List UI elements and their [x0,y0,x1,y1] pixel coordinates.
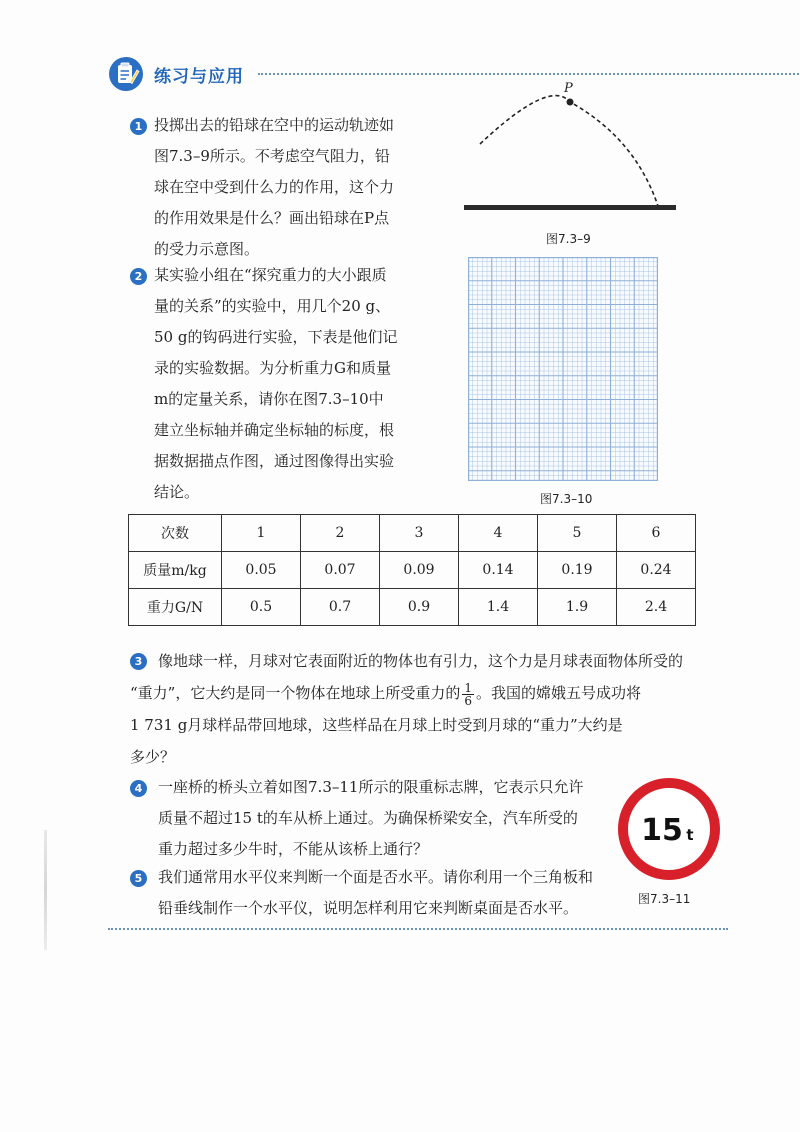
question-number-badge: 2 [130,268,147,285]
table-row [129,515,696,552]
question-line: 重力超过多少牛时，不能从该桥上通行？ [158,840,429,858]
question-number-badge: 5 [130,870,147,887]
table-cell: 0.07 [301,552,380,589]
sign-unit: t [686,826,694,844]
question-2 [130,260,450,508]
question-line: 据数据描点作图，通过图像得出实验 [154,452,395,470]
question-line: 铅垂线制作一个水平仪，说明怎样利用它来判断桌面是否水平。 [158,899,579,917]
table-cell: 3 [380,515,459,552]
question-5-text [158,862,610,924]
table-cell: 1 [222,515,301,552]
table-cell: 0.05 [222,552,301,589]
question-line: 的作用效果是什么？画出铅球在P点 [154,209,390,227]
table-cell: 0.9 [380,589,459,626]
table-cell: 重力G/N [129,589,222,626]
clipboard-pencil-icon [108,56,144,92]
question-number-badge: 4 [130,780,147,797]
question-line: 1 731 g月球样品带回地球，这些样品在月球上时受到月球的“重力”大约是 [130,716,623,734]
figure-11-caption: 图7.3–11 [638,892,691,906]
table-cell: 0.7 [301,589,380,626]
point-p-marker [567,99,574,106]
question-3 [130,645,730,773]
question-5 [130,862,610,924]
sign-number: 15 [641,813,683,848]
section-title: 练习与应用 [154,67,244,87]
question-line: 的受力示意图。 [154,240,260,258]
question-line: 50 g的钩码进行实验，下表是他们记 [154,328,398,346]
shot-put-trajectory-figure [460,78,680,218]
question-2-text [154,260,450,508]
question-line: 某实验小组在“探究重力的大小跟质 [154,266,387,284]
table-cell: 1.9 [538,589,617,626]
table-cell: 质量m/kg [129,552,222,589]
table-cell: 4 [459,515,538,552]
table-cell: 次数 [129,515,222,552]
question-line: 建立坐标轴并确定坐标轴的标度，根 [154,421,395,439]
table-cell: 1.4 [459,589,538,626]
question-line: 像地球一样，月球对它表面附近的物体也有引力，这个力是月球表面物体所受的 [158,652,684,670]
question-4-text [158,772,610,865]
table-row [129,589,696,626]
question-line: 多少？ [130,748,176,766]
table-cell: 2.4 [617,589,696,626]
table-cell: 0.19 [538,552,617,589]
question-line: m的定量关系，请你在图7.3–10中 [154,390,384,408]
question-line: 投掷出去的铅球在空中的运动轨迹如 [154,116,395,134]
table-row [129,552,696,589]
question-line-segment: 。我国的嫦娥五号成功将 [475,684,641,702]
header-dotted-rule [258,73,800,75]
question-line: 量的关系”的实验中，用几个20 g、 [154,297,391,315]
question-line: 录的实验数据。为分析重力G和质量 [154,359,391,377]
fraction-denominator: 6 [464,693,472,708]
table-cell: 0.24 [617,552,696,589]
question-line [130,677,730,709]
page-spine-shadow [44,830,47,950]
question-line: 我们通常用水平仪来判断一个面是否水平。请你利用一个三角板和 [158,868,594,886]
table-cell: 0.14 [459,552,538,589]
table-cell: 0.5 [222,589,301,626]
question-number-badge: 3 [130,653,147,670]
weight-limit-sign [618,778,720,880]
data-table [128,514,696,626]
question-1 [130,110,450,265]
question-line: 一座桥的桥头立着如图7.3–11所示的限重标志牌，它表示只允许 [158,778,584,796]
figure-9-caption: 图7.3–9 [546,232,591,246]
question-line-segment: “重力”，它大约是同一个物体在地球上所受重力的 [130,684,461,702]
question-line: 球在空中受到什么力的作用，这个力 [154,178,395,196]
point-p-label: P [564,81,573,96]
question-1-text [154,110,450,265]
table-cell: 6 [617,515,696,552]
ground-line [464,205,676,210]
question-line: 图7.3–9所示。不考虑空气阻力，铅 [154,147,390,165]
footer-dotted-rule [108,928,728,930]
table-cell: 0.09 [380,552,459,589]
question-4 [130,772,610,865]
question-number-badge: 1 [130,118,147,135]
figure-10-caption: 图7.3–10 [540,492,593,506]
graph-paper-grid [468,257,658,481]
question-3-text [130,645,730,773]
question-line: 结论。 [154,483,200,501]
fraction-numerator: 1 [464,680,472,695]
table-cell: 2 [301,515,380,552]
question-line: 质量不超过15 t的车从桥上通过。为确保桥梁安全，汽车所受的 [158,809,578,827]
one-sixth-fraction [462,682,474,707]
table-cell: 5 [538,515,617,552]
